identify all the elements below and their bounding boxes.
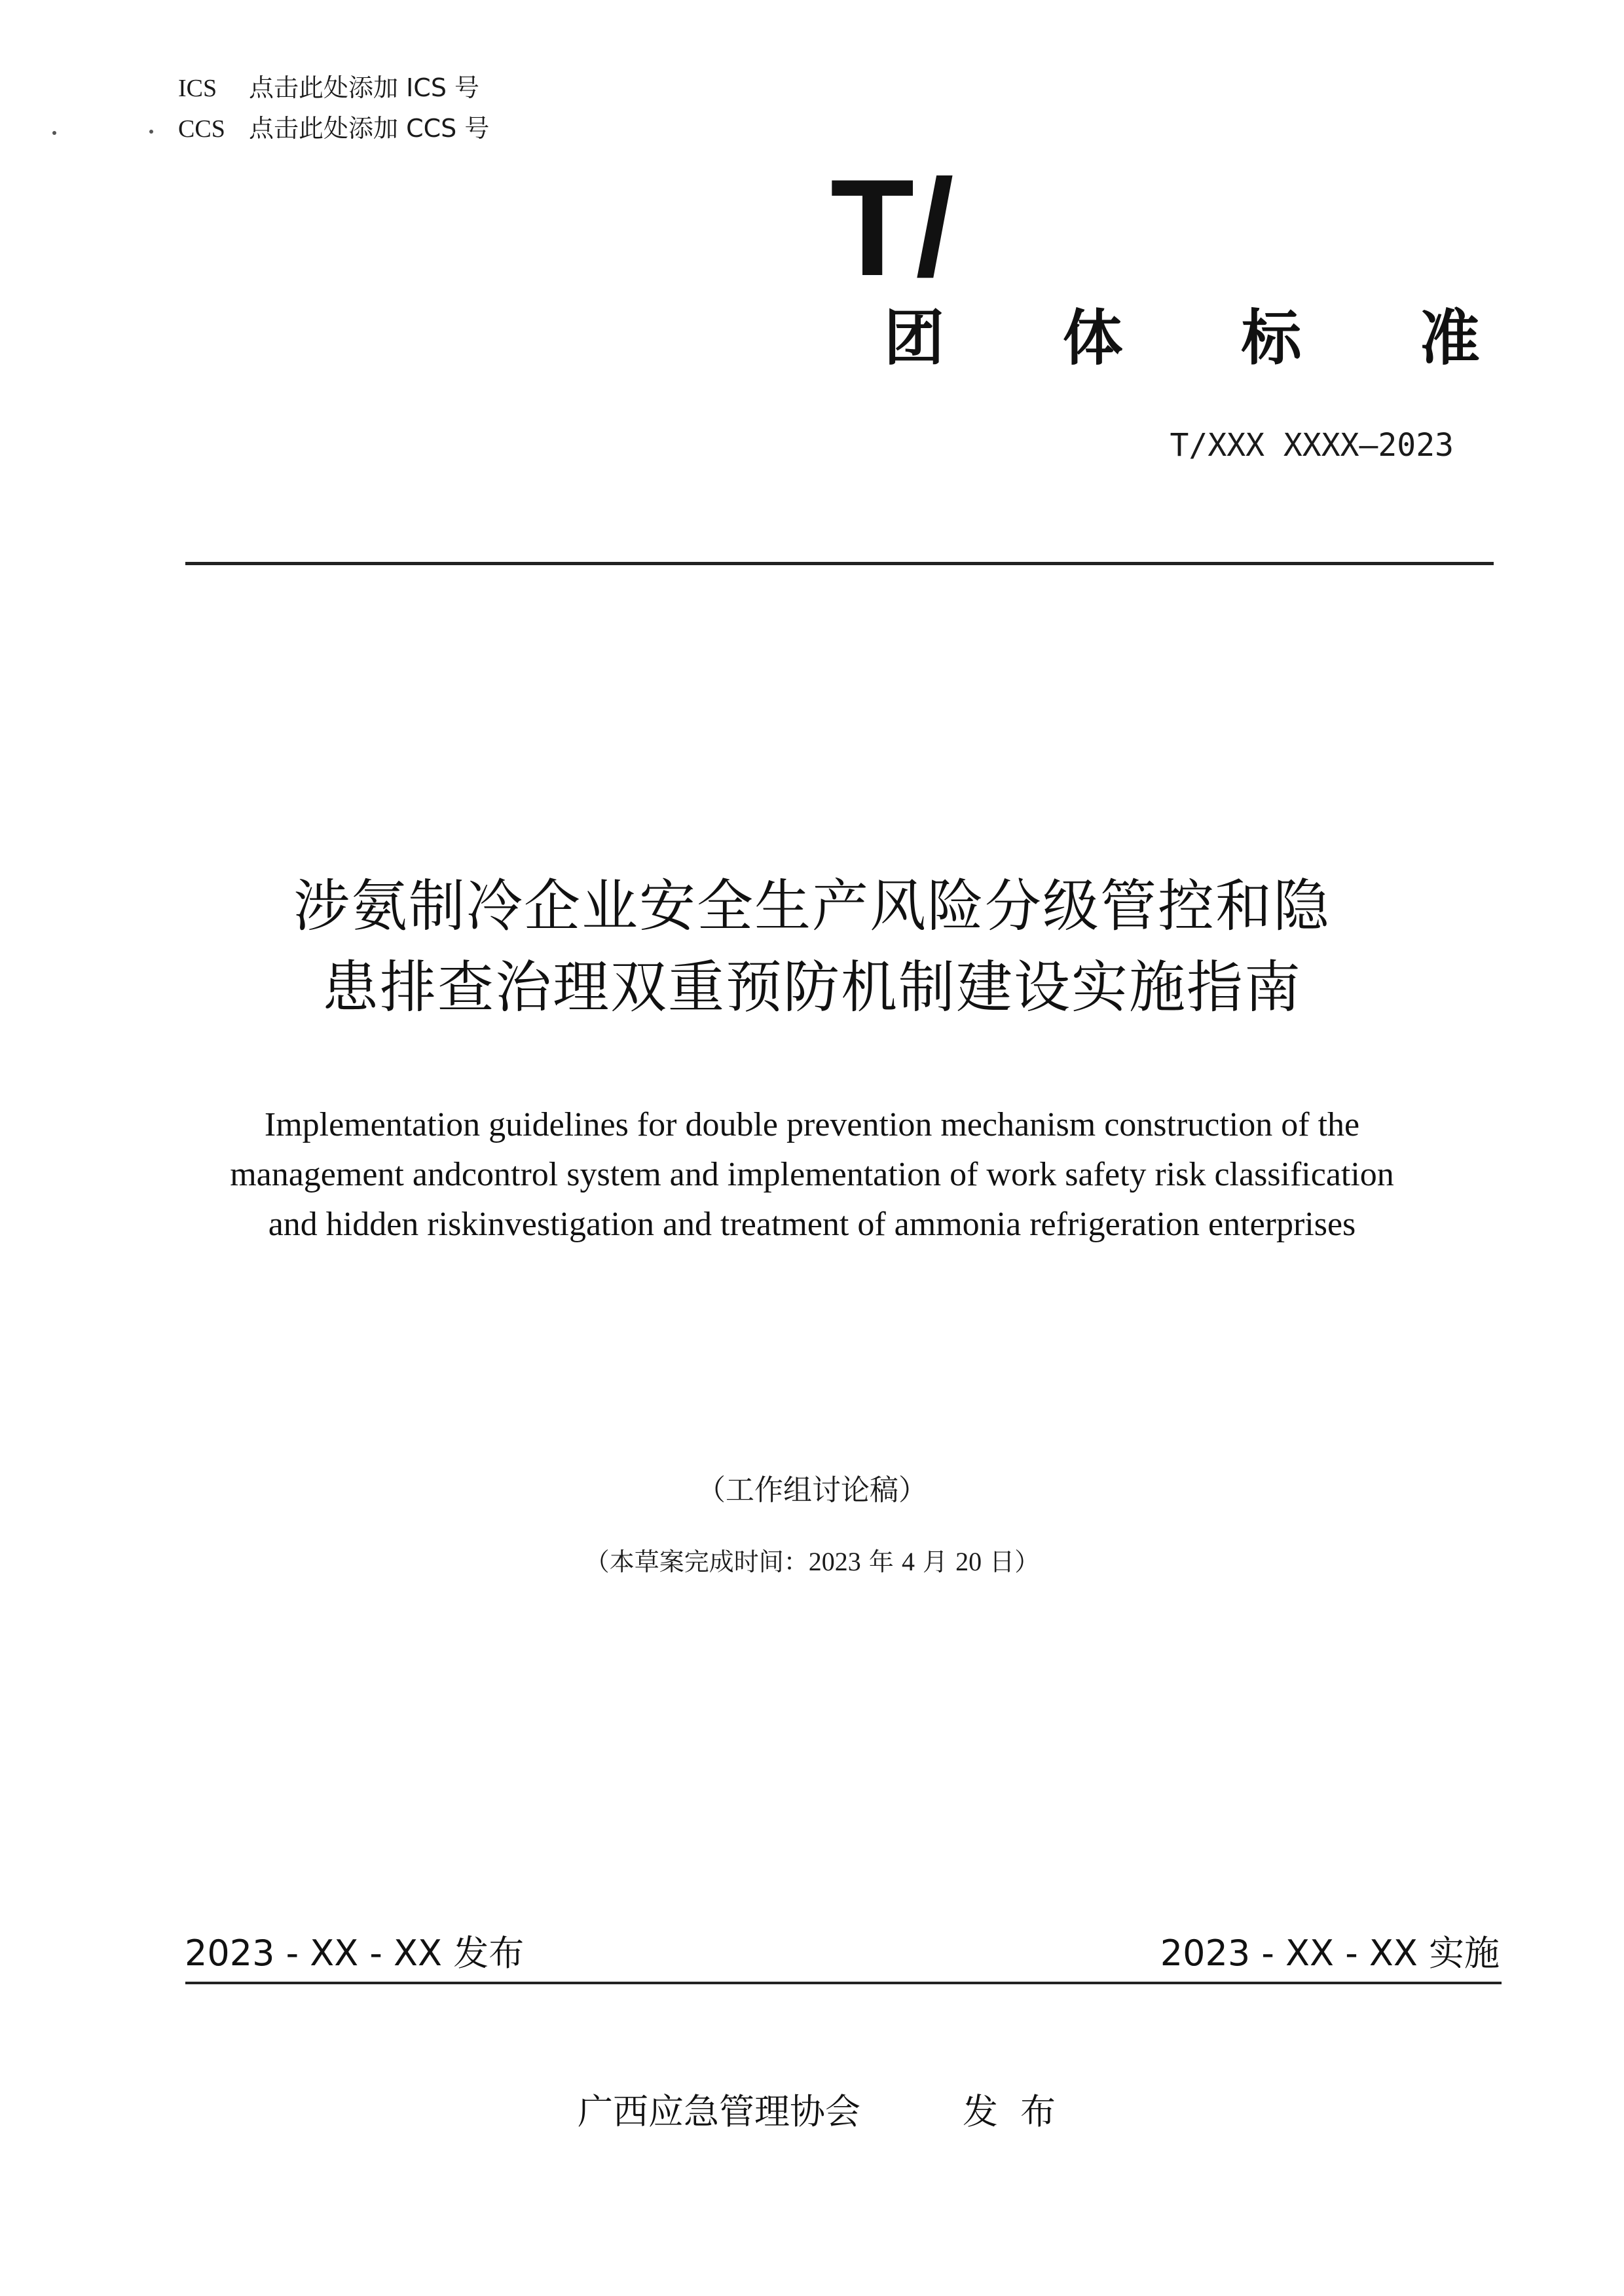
publisher-name: 广西应急管理协会 (578, 2091, 860, 2132)
draft-month-unit: 月 (923, 1547, 948, 1576)
scan-speck (52, 131, 56, 135)
group-standard-logo: T/ (830, 151, 955, 305)
ics-placeholder-field[interactable]: 点击此处添加 ICS 号 (249, 73, 480, 102)
draft-year-unit: 年 (868, 1547, 894, 1576)
chinese-title-line: 患排查治理双重预防机制建设实施指南 (322, 955, 1302, 1020)
standard-type-char: 团 (884, 303, 945, 373)
english-title-line: Implementation guidelines for double prevention mechanism construction of the (264, 1106, 1360, 1143)
implementation-date: 2023 - XX - XX 实施 (1160, 1933, 1500, 1974)
header-divider (185, 562, 1494, 565)
standard-number: T/XXX XXXX—2023 (1170, 427, 1454, 464)
draft-day-unit: 日） (989, 1547, 1040, 1576)
draft-completion-date (131, 1546, 1493, 1578)
issue-date: 2023 - XX - XX 发布 (185, 1933, 525, 1974)
draft-month: 4 (901, 1547, 915, 1576)
draft-year: 2023 (808, 1547, 861, 1576)
ccs-label: CCS (178, 115, 225, 143)
standard-type-char: 标 (1241, 303, 1302, 373)
footer-divider (185, 1982, 1502, 1984)
english-title-line: management andcontrol system and implementation of work safety risk classification (230, 1156, 1394, 1193)
ics-label: ICS (178, 75, 217, 102)
publish-label: 发布 (963, 2091, 1078, 2132)
chinese-title (131, 866, 1493, 1028)
standard-type-char: 准 (1419, 303, 1480, 373)
english-title-line: and hidden riskinvestigation and treatment of ammonia refrigeration enterprises (268, 1206, 1356, 1243)
draft-date-prefix: （本草案完成时间： (584, 1547, 809, 1576)
ccs-placeholder-field[interactable]: 点击此处添加 CCS 号 (249, 114, 490, 143)
english-title (131, 1100, 1493, 1250)
ics-code-row (178, 72, 479, 104)
ccs-code-row (178, 113, 489, 145)
chinese-title-line: 涉氨制冷企业安全生产风险分级管控和隐 (293, 874, 1331, 939)
bullet-dot (149, 130, 153, 134)
standard-type-heading (884, 303, 1480, 375)
draft-stage: （工作组讨论稿） (697, 1473, 927, 1507)
draft-day: 20 (955, 1547, 982, 1576)
standard-type-char: 体 (1062, 303, 1123, 373)
